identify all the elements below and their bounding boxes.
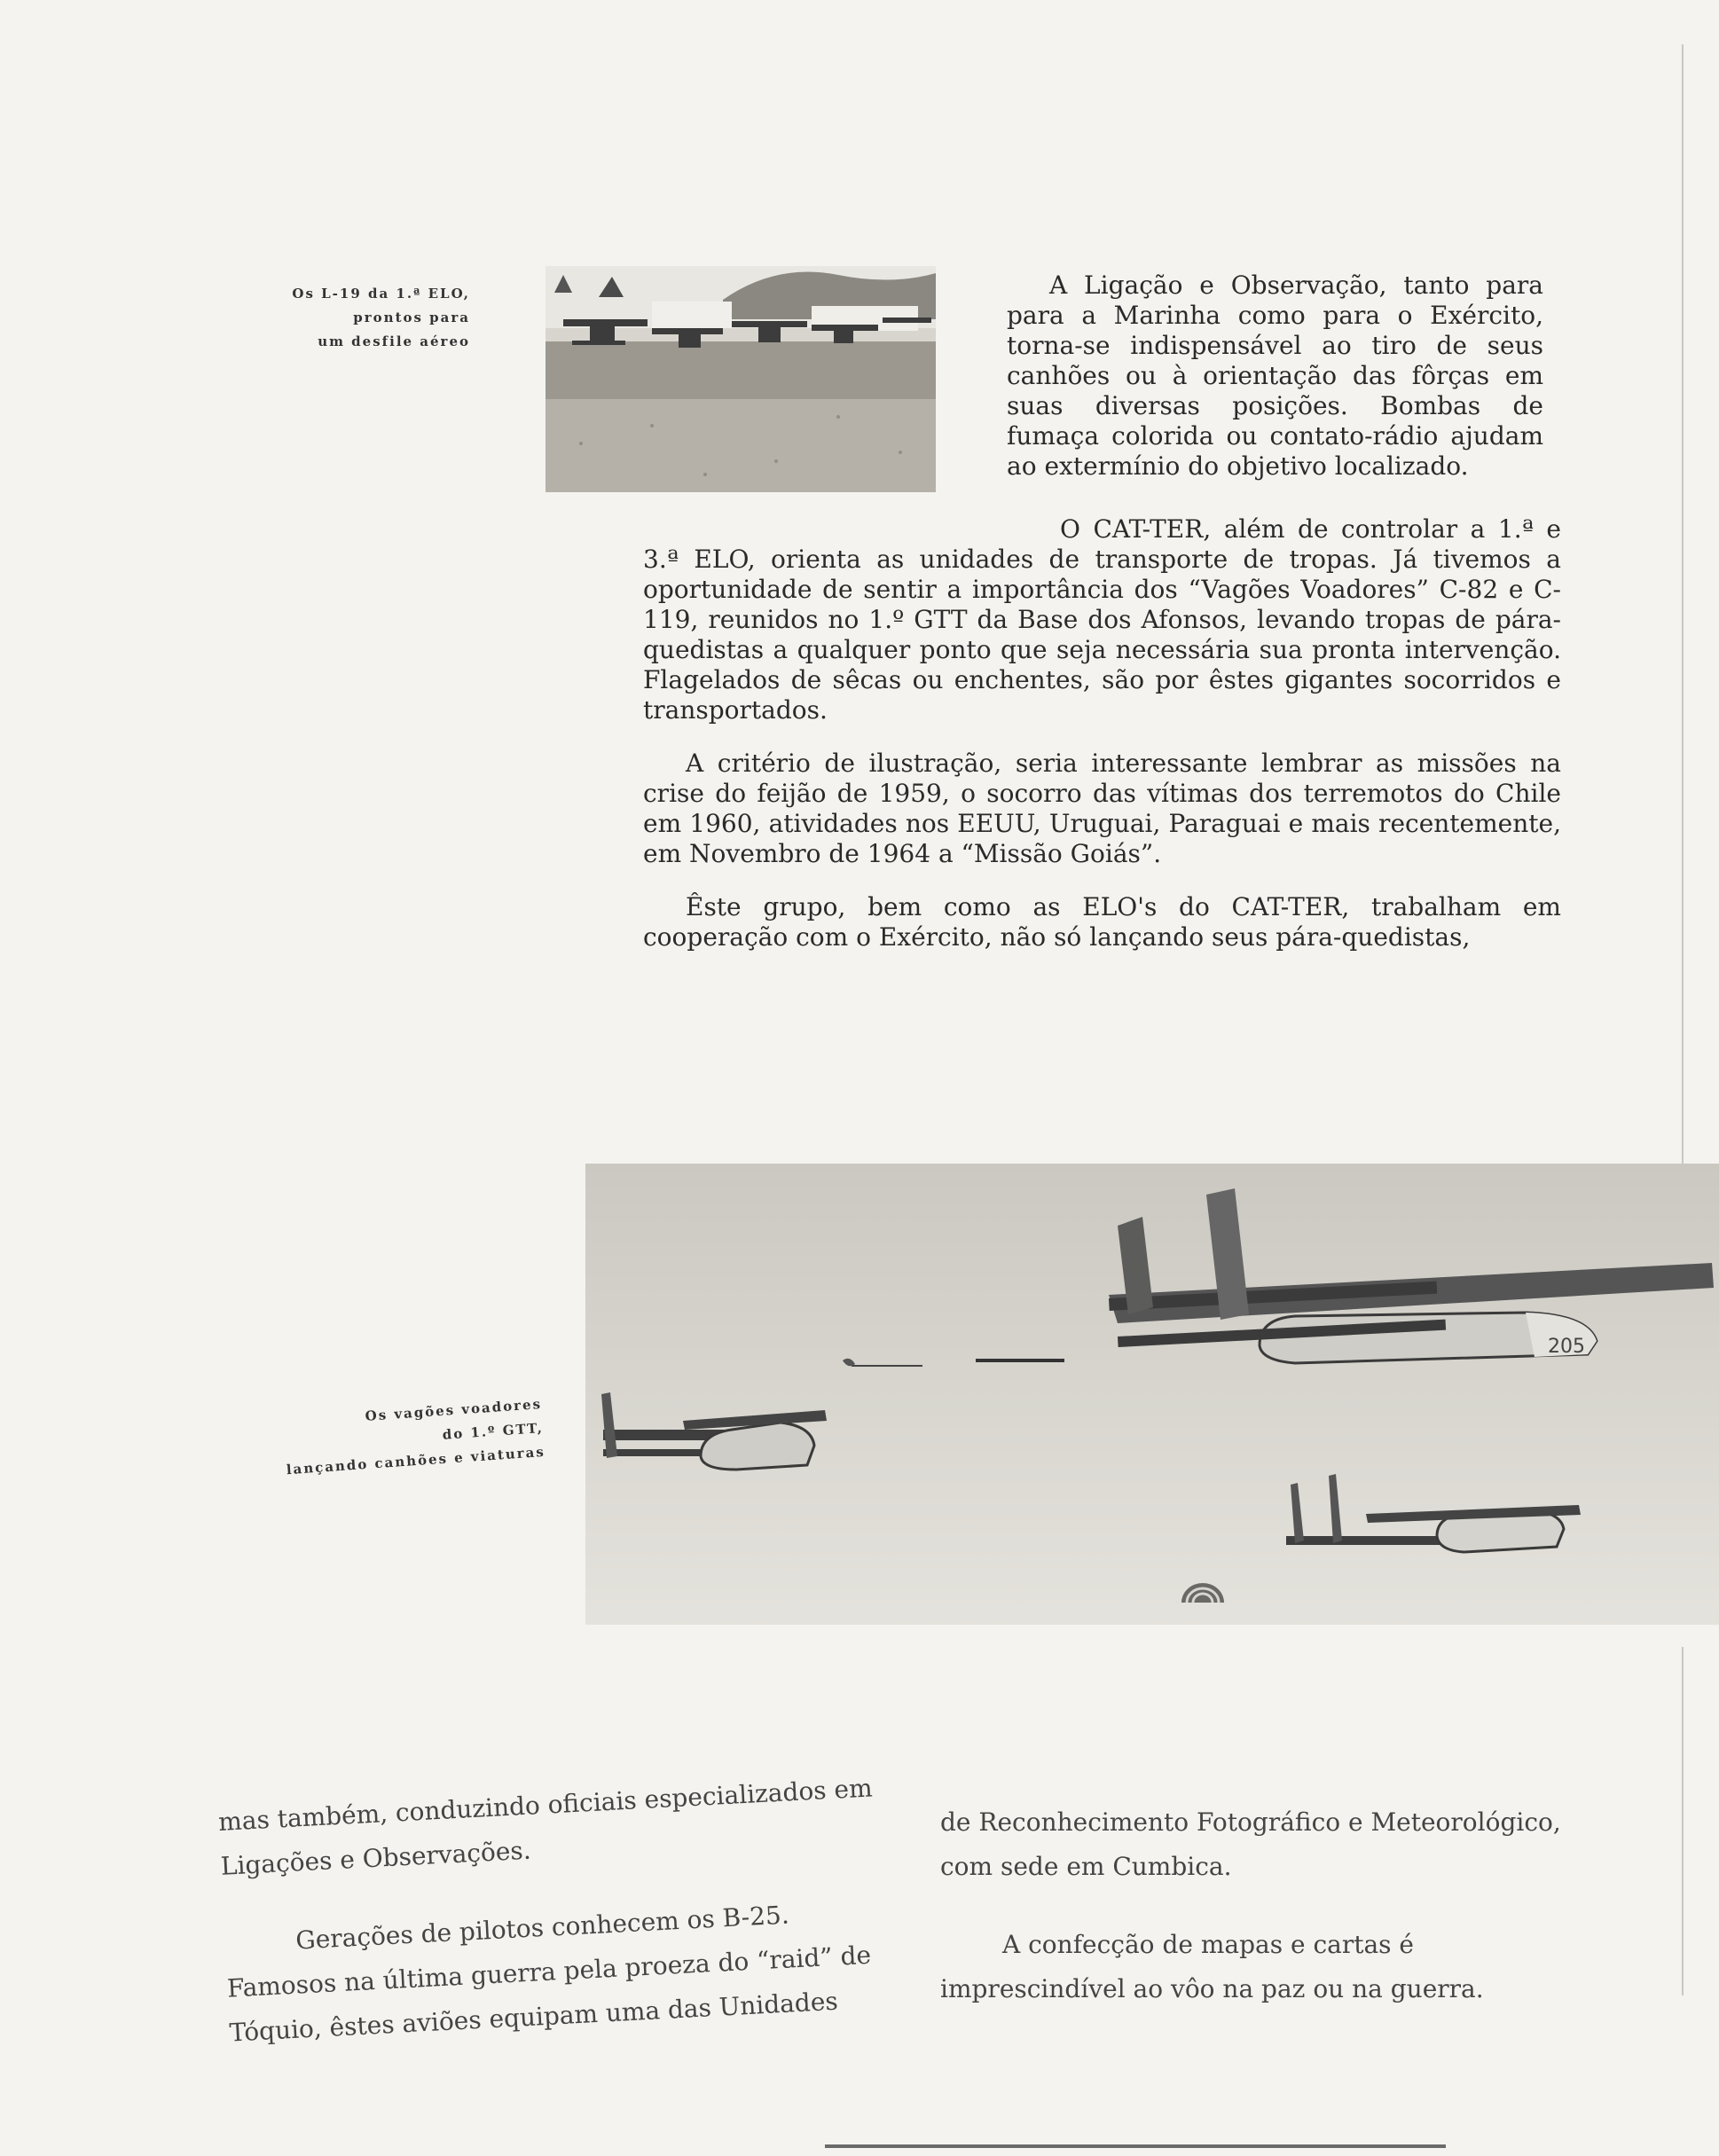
paragraph-b25: Gerações de pilotos conhecem os B-25. Famosos na última guerra pela proeza do “raid” de Tóquio, êstes aviões equipam uma das Unidades — [226, 1900, 872, 2048]
airfield-illustration — [546, 266, 936, 492]
bottom-right-column — [940, 1800, 1597, 2045]
body-text — [643, 514, 1561, 976]
photo-l19-airfield — [546, 266, 936, 492]
caption-line: Os vagões voadores — [365, 1395, 543, 1424]
intro-paragraph — [1007, 270, 1543, 482]
caption-line: lançando canhões e viaturas — [286, 1443, 546, 1478]
caption-line: Os L-19 da 1.ª ELO, — [292, 286, 470, 302]
paragraph-reconnaissance: de Reconhecimento Fotográfico e Meteorológico, com sede em Cumbica. — [940, 1807, 1561, 1881]
caption-line: um desfile aéreo — [318, 333, 470, 349]
caption-line: do 1.º GTT, — [442, 1419, 545, 1443]
tail-number: 205 — [1548, 1336, 1585, 1358]
bottom-left-column — [217, 1766, 897, 2089]
bottom-rule — [825, 2144, 1446, 2148]
caption-line: prontos para — [353, 310, 470, 325]
photo-caption-l19 — [222, 282, 470, 354]
paragraph-cooperation: Êste grupo, bem como as ELO's do CAT-TER, trabalham em cooperação com o Exército, não só lançando seus pára-quedistas, — [643, 892, 1561, 952]
photo-caption-flying-wagons — [223, 1392, 546, 1486]
paragraph-cat-ter: O CAT-TER, além de controlar a 1.ª e 3.ª ELO, orienta as unidades de transporte de tropas. Já tivemos a oportunidade de sentir a importância dos “Vagões Voadores” C-82 e C-119, reunidos no 1.º GTT da Base dos Afonsos, levando tropas de pára-quedistas a qualquer ponto que seja necessária sua pronta intervenção. Flagelados de sêcas ou enchentes, são por êstes gigantes socorridos e transportados. — [643, 514, 1561, 725]
paragraph-maps: A confecção de mapas e cartas é imprescindível ao vôo na paz ou na guerra. — [940, 1930, 1484, 2003]
intro-text: A Ligação e Observação, tanto para para a Marinha como para o Exército, torna-se indispensável ao tiro de seus canhões ou à orientação das fôrças em suas diversas posições. Bombas de fumaça colorida ou contato-rádio ajudam ao extermínio do objetivo localizado. — [1007, 270, 1543, 481]
paragraph-missions: A critério de ilustração, seria interessante lembrar as missões na crise do feijão de 1959, o socorro das vítimas dos terremotos do Chile em 1960, atividades nos EEUU, Uruguai, Paraguai e mais recentemente, em Novembro de 1964 a “Missão Goiás”. — [643, 749, 1561, 868]
paragraph-specialized-officers: mas também, conduzindo oficiais especializados em Ligações e Observações. — [217, 1773, 874, 1881]
photo-flying-wagons — [585, 1164, 1719, 1647]
page-edge — [1682, 44, 1684, 1995]
flying-wagons-illustration — [585, 1164, 1719, 1647]
